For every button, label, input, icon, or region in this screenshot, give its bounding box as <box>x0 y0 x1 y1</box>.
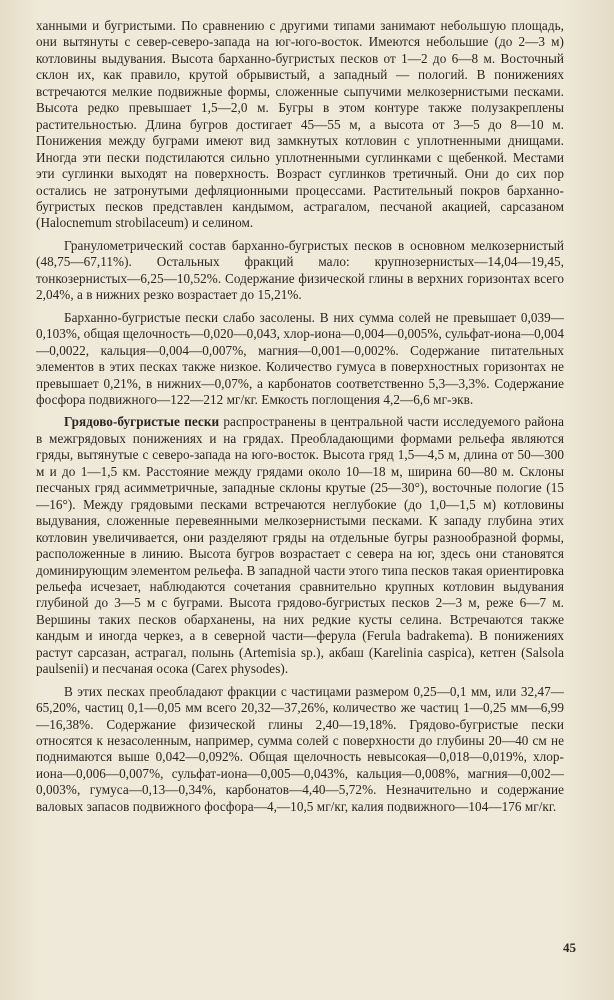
section-lead-term: Грядово-бугристые пески <box>64 414 220 430</box>
page-number: 45 <box>563 940 576 955</box>
paragraph-5: В этих песках преобладают фракции с частицами размером 0,25—0,1 мм, или 32,47—65,20%, частиц 0,1—0,05 мм всего 20,32—37,26%, количество же частиц 1—0,25 мм—6,99—16,38%. Содержание физической глины 2,40—19,18%. Грядово-бугристые пески относятся к незасоленным, например, сумма солей с поверхности до глубины 20—40 см не поднимаются выше 0,042—0,092%. Общая щелочность невысокая—0,018—0,019%, хлор-иона—0,006—0,007%, сульфат-иона—0,005—0,043%, кальция—0,008%, магния—0,002—0,003%, гумуса—0,13—0,34%, карбонатов—4,40—5,72%. Незначительно и содержание валовых запасов подвижного фосфора—4,—10,5 мг/кг, калия подвижного—104—176 мг/кг. <box>36 683 564 814</box>
paragraph-3: Барханно-бугристые пески слабо засолены. В них сумма солей не превышает 0,039—0,103%, общая щелочность—0,020—0,043, хлор-иона—0,004—0,005%, сульфат-иона—0,004—0,0022, кальция—0,004—0,007%, магния—0,001—0,002%. Содержание питательных элементов в этих песках также низкое. Количество гумуса в поверхностных горизонтах не превышает 0,21%, в нижних—0,07%, а карбонатов соответственно 5,3—3,3%. Содержание фосфора подвижного—122—212 мг/кг. Емкость поглощения 4,2—6,6 мг-экв. <box>36 309 564 407</box>
paragraph-4-body: распространены в центральной части исследуемого района в межгрядовых понижениях и на грядах. Преобладающими формами рельефа являются гряды, вытянутые с северо-запада на юго-восток. Высота гряд 1,5—4,5 м, длина от 50—300 м и до 1—1,5 км. Расстояние между грядами около 10—18 м, ширина 60—80 м. Склоны песчаных гряд асимметричные, западные склоны крутые (25—30°), восточные пологие (15—16°). Между грядовыми песками встречаются неглубокие (до 1,0—1,5 м) котловины выдувания, сложенные перевеянными мелкозернистыми песками. К западу глубина этих котловин увеличивается, они разделяют гряды на отдельные бугры разнообразной формы, расположенные в линию. Высота бугров возрастает с севера на юг, здесь они становятся доминирующим элементом рельефа. В западной части этого типа песков такая ориентировка рельефа исчезает, наблюдаются сочетания сравнительно крупных котловин выдувания глубиной до 3—5 м с буграми. Высота грядово-бугристых песков 2—3 м, реже 6—7 м. Вершины таких песков обарханены, на них редкие кусты селина. Встречаются также кандым и иногда черкез, а в северной части—ферула (Ferula badrakema). В понижениях растут сарсазан, астрагал, полынь (Artemisia sp.), акбаш (Karelinia caspica), кетген (Salsola paulsenii) и песчаная осока (Carex physodes). <box>36 414 564 677</box>
paragraph-2: Гранулометрический состав барханно-бугристых песков в основном мелкозернистый (48,75—67,11%). Остальных фракций мало: крупнозернистых—14,04—19,45, тонкозернистых—6,25—10,52%. Содержание физической глины в верхних горизонтах всего 2,04%, а в нижних резко возрастает до 15,21%. <box>36 237 564 303</box>
paragraph-1: ханными и бугристыми. По сравнению с другими типами занимают небольшую площадь, они вытянуты с север-северо-запада на юг-юго-восток. Имеются небольшие (до 2—3 м) котловины выдувания. Высота барханно-бугристых песков от 1—2 до 6—8 м. Восточный склон их, как правило, крутой обрывистый, а западный — пологий. В понижениях встречаются мелкие подвижные формы, сложенные сыпучими мелкозернистыми песками. Высота редко превышает 1,5—2,0 м. Бугры в этом контуре также полузакреплены растительностью. Длина бугров достигает 45—55 м, а высота от 3—5 до 8—10 м. Понижения между буграми имеют вид замкнутых котловин с уплотненными днищами. Иногда эти пески подстилаются сильно уплотненными суглинками с щебенкой. Местами эти суглинки выходят на поверхность. Возраст суглинков третичный. Они до сих пор остались не затронутыми дефляционными процессами. Растительный покров барханно-бугристых песков представлен кандымом, астрагалом, песчаной акацией, сарсазаном (Halocnemum strobilaceum) и селином. <box>36 18 564 231</box>
paragraph-4 <box>36 414 564 677</box>
